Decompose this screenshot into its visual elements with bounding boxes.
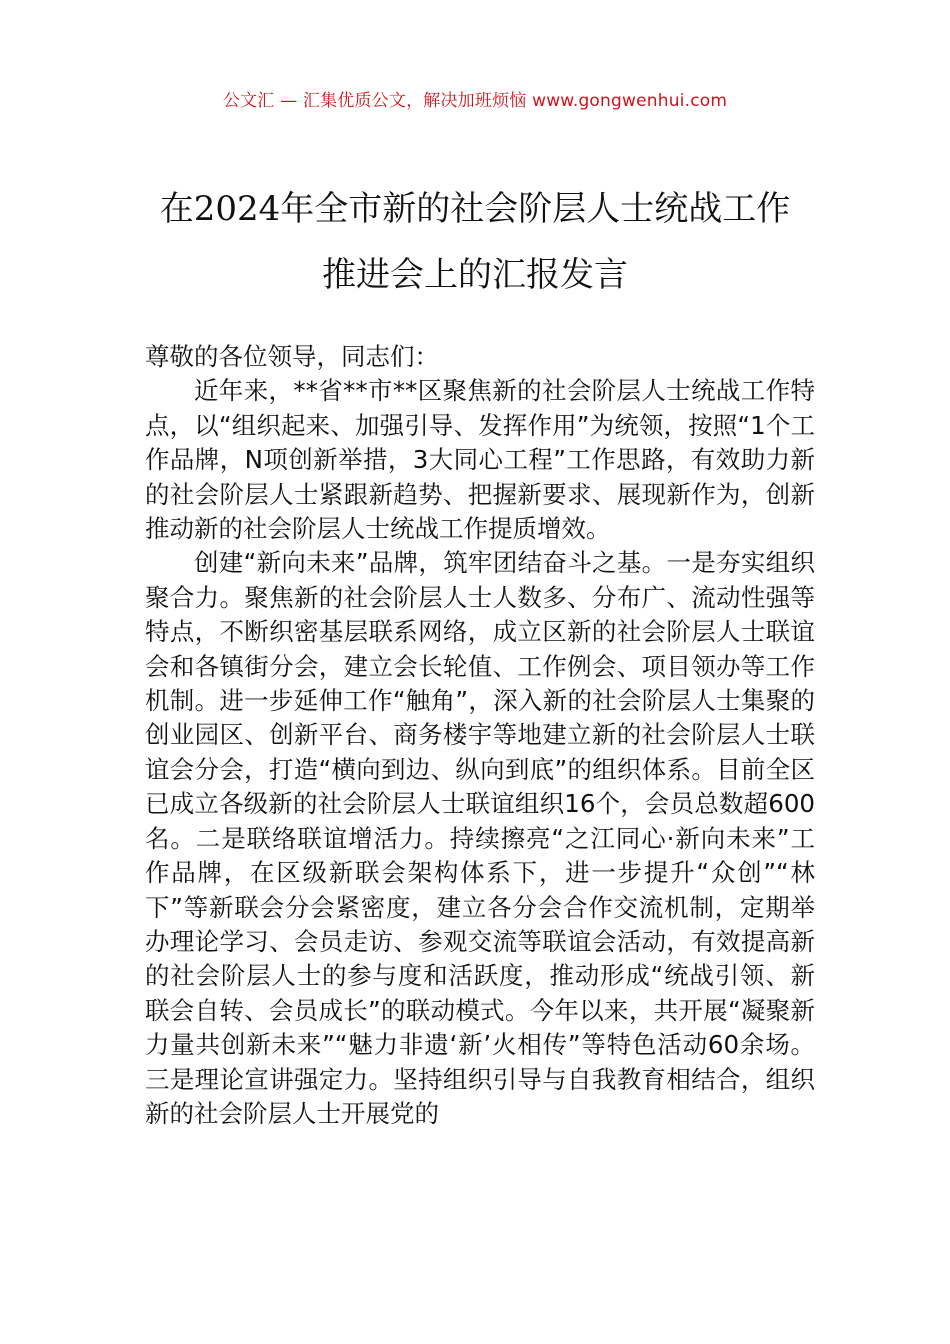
paragraph-brand: 创建“新向未来”品牌，筑牢团结奋斗之基。一是夯实组织聚合力。聚焦新的社会阶层人士人数多、分布广、流动性强等特点，不断织密基层联系网络，成立区新的社会阶层人士联谊会和各镇街分会，建立会长轮值、工作例会、项目领办等工作机制。进一步延伸工作“触角”，深入新的社会阶层人士集聚的创业园区、创新平台、商务楼宇等地建立新的社会阶层人士联谊会分会，打造“横向到边、纵向到底”的组织体系。目前全区已成立各级新的社会阶层人士联谊组织16个，会员总数超600名。二是联络联谊增活力。持续擦亮“之江同心·新向未来”工作品牌，在区级新联会架构体系下，进一步提升“众创”“林下”等新联会分会紧密度，建立各分会合作交流机制，定期举办理论学习、会员走访、参观交流等联谊会活动，有效提高新的社会阶层人士的参与度和活跃度，推动形成“统战引领、新联会自转、会员成长”的联动模式。今年以来，共开展“凝聚新力量共创新未来”“魅力非遗‘新’火相传”等特色活动60余场。三是理论宣讲强定力。坚持组织引导与自我教育相结合，组织新的社会阶层人士开展党的 (145, 548, 815, 1128)
salutation: 尊敬的各位领导，同志们： (145, 342, 439, 371)
document-title (120, 176, 830, 308)
title-line-1: 在2024年全市新的社会阶层人士统战工作 (159, 189, 791, 229)
paragraph-intro: 近年来，**省**市**区聚焦新的社会阶层人士统战工作特点，以“组织起来、加强引导、发挥作用”为统领，按照“1个工作品牌，N项创新举措，3大同心工程”工作思路，有效助力新的社会阶层人士紧跟新趋势、把握新要求、展现新作为，创新推动新的社会阶层人士统战工作提质增效。 (145, 376, 815, 544)
site-watermark-header: 公文汇 — 汇集优质公文，解决加班烦恼 www.gongwenhui.com (222, 91, 728, 111)
document-body (145, 340, 815, 1131)
title-line-2: 推进会上的汇报发言 (322, 255, 628, 295)
